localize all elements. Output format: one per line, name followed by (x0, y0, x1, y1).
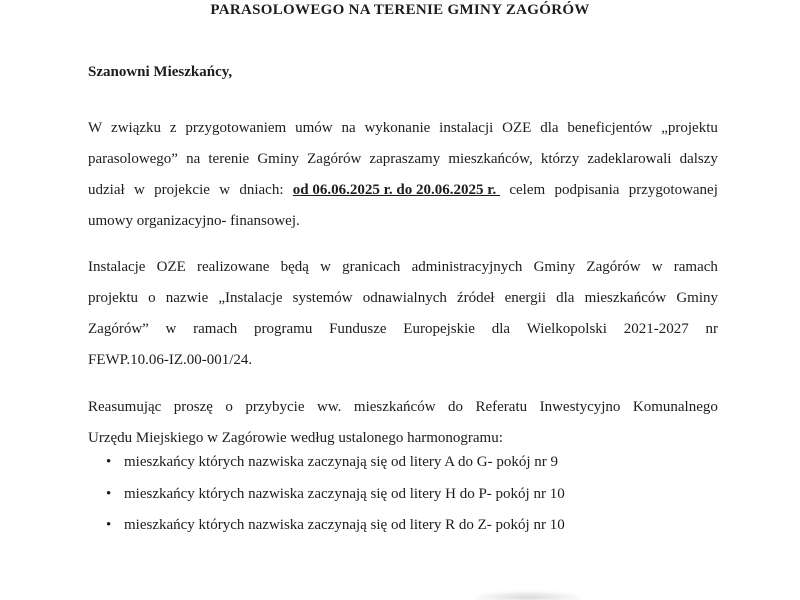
word: mieszkańców (353, 399, 436, 415)
word: Gminy (257, 151, 299, 167)
word: OZE (502, 120, 532, 136)
word: granicach (342, 259, 401, 275)
text-line (88, 345, 718, 376)
word: administracyjnych (411, 259, 523, 275)
word: podpisania (554, 182, 620, 198)
word: z (169, 120, 177, 136)
word: w (165, 321, 177, 337)
word: na (341, 120, 356, 136)
word: Zagórów (586, 259, 641, 275)
word: energii (504, 290, 546, 306)
bullet-text: mieszkańcy których nazwiska zaczynają się od litery H do P- pokój nr 10 (124, 485, 565, 502)
word: zapraszamy (369, 151, 441, 167)
word: Instalacje (88, 259, 146, 275)
text-line (88, 314, 718, 345)
word: do (448, 399, 464, 415)
text-line (88, 175, 718, 206)
word: Gminy (676, 290, 718, 306)
word: mieszkańców, (448, 151, 533, 167)
word: dniach: (239, 182, 284, 198)
word: udział (88, 182, 125, 198)
word: Europejskie (403, 321, 475, 337)
word: którzy (540, 151, 580, 167)
word: przybycie (245, 399, 305, 415)
bullet-marker-icon: • (106, 485, 112, 502)
paragraph-project-info (88, 252, 718, 376)
word: w (320, 259, 331, 275)
word: ramach (673, 259, 718, 275)
word: przygotowanej (628, 182, 718, 198)
word: ww. (316, 399, 342, 415)
text-line (88, 206, 718, 237)
word: Referatu (475, 399, 528, 415)
word: ramach (193, 321, 238, 337)
bullet-item (106, 447, 720, 479)
word: W (88, 120, 103, 136)
word: Wielkopolski (526, 321, 607, 337)
word: o (225, 399, 233, 415)
word: „projektu (661, 120, 718, 136)
word: związku (111, 120, 162, 136)
word: w (219, 182, 231, 198)
word: zadeklarowali (587, 151, 672, 167)
cutoff-content-smudge (476, 591, 580, 600)
word: nazwie (165, 290, 209, 306)
word: parasolowego” (88, 151, 178, 167)
bullet-item (106, 510, 720, 542)
word: w (651, 259, 663, 275)
word: o (148, 290, 156, 306)
word: Reasumując (88, 399, 162, 415)
text-line (88, 252, 718, 283)
bullet-item (106, 479, 720, 511)
text-segment: Urzędu Miejskiego w Zagórowie według ustalonego harmonogramu: (88, 430, 503, 446)
text-line (88, 144, 718, 175)
word: proszę (173, 399, 213, 415)
word: realizowane (196, 259, 270, 275)
word: Zagórów” (88, 321, 149, 337)
word: beneficjentów (567, 120, 653, 136)
word: dla (540, 120, 559, 136)
text-segment: FEWP.10.06-IZ.00-001/24. (88, 352, 253, 368)
word: w (133, 182, 145, 198)
word: „Instalacje (218, 290, 283, 306)
highlighted-date-range: od 06.06.2025 r. do 20.06.2025 r. (292, 182, 501, 198)
word: umów (295, 120, 333, 136)
word: projekcie (154, 182, 210, 198)
text-line (88, 283, 718, 314)
bullet-text: mieszkańcy których nazwiska zaczynają się od litery R do Z- pokój nr 10 (124, 517, 565, 533)
salutation: Szanowni Mieszkańcy, (88, 64, 233, 80)
word: Inwestycyjno (539, 399, 621, 415)
text-line (88, 113, 718, 144)
bullet-marker-icon: • (106, 517, 112, 533)
word: Gminy (533, 259, 576, 275)
word: terenie (208, 151, 250, 167)
word: 2021-2027 (623, 321, 689, 337)
word: Zagórów (307, 151, 362, 167)
word: OZE (156, 259, 186, 275)
word: dla (556, 290, 575, 306)
word: celem (509, 182, 546, 198)
word: na (186, 151, 201, 167)
bullet-list (106, 447, 720, 542)
word: mieszkańców (584, 290, 667, 306)
word: przygotowaniem (185, 120, 287, 136)
word: dla (491, 321, 511, 337)
paragraph-intro (88, 113, 718, 237)
word: odnawialnych (362, 290, 447, 306)
word: wykonanie (364, 120, 431, 136)
word: instalacji (439, 120, 494, 136)
word: projektu (88, 290, 138, 306)
bullet-marker-icon: • (106, 454, 112, 470)
word: będą (280, 259, 309, 275)
document-title: PARASOLOWEGO NA TERENIE GMINY ZAGÓRÓW (210, 2, 590, 18)
word: Fundusze (329, 321, 387, 337)
paragraph-summary (88, 392, 718, 454)
word: nr (705, 321, 718, 337)
word: źródeł (457, 290, 495, 306)
word: dalszy (679, 151, 718, 167)
text-line (88, 392, 718, 423)
word: programu (254, 321, 313, 337)
word: systemów (292, 290, 353, 306)
text-segment: umowy organizacyjno- finansowej. (88, 213, 300, 229)
word: Komunalnego (632, 399, 718, 415)
bullet-text: mieszkańcy których nazwiska zaczynają się od litery A do G- pokój nr 9 (124, 454, 559, 470)
